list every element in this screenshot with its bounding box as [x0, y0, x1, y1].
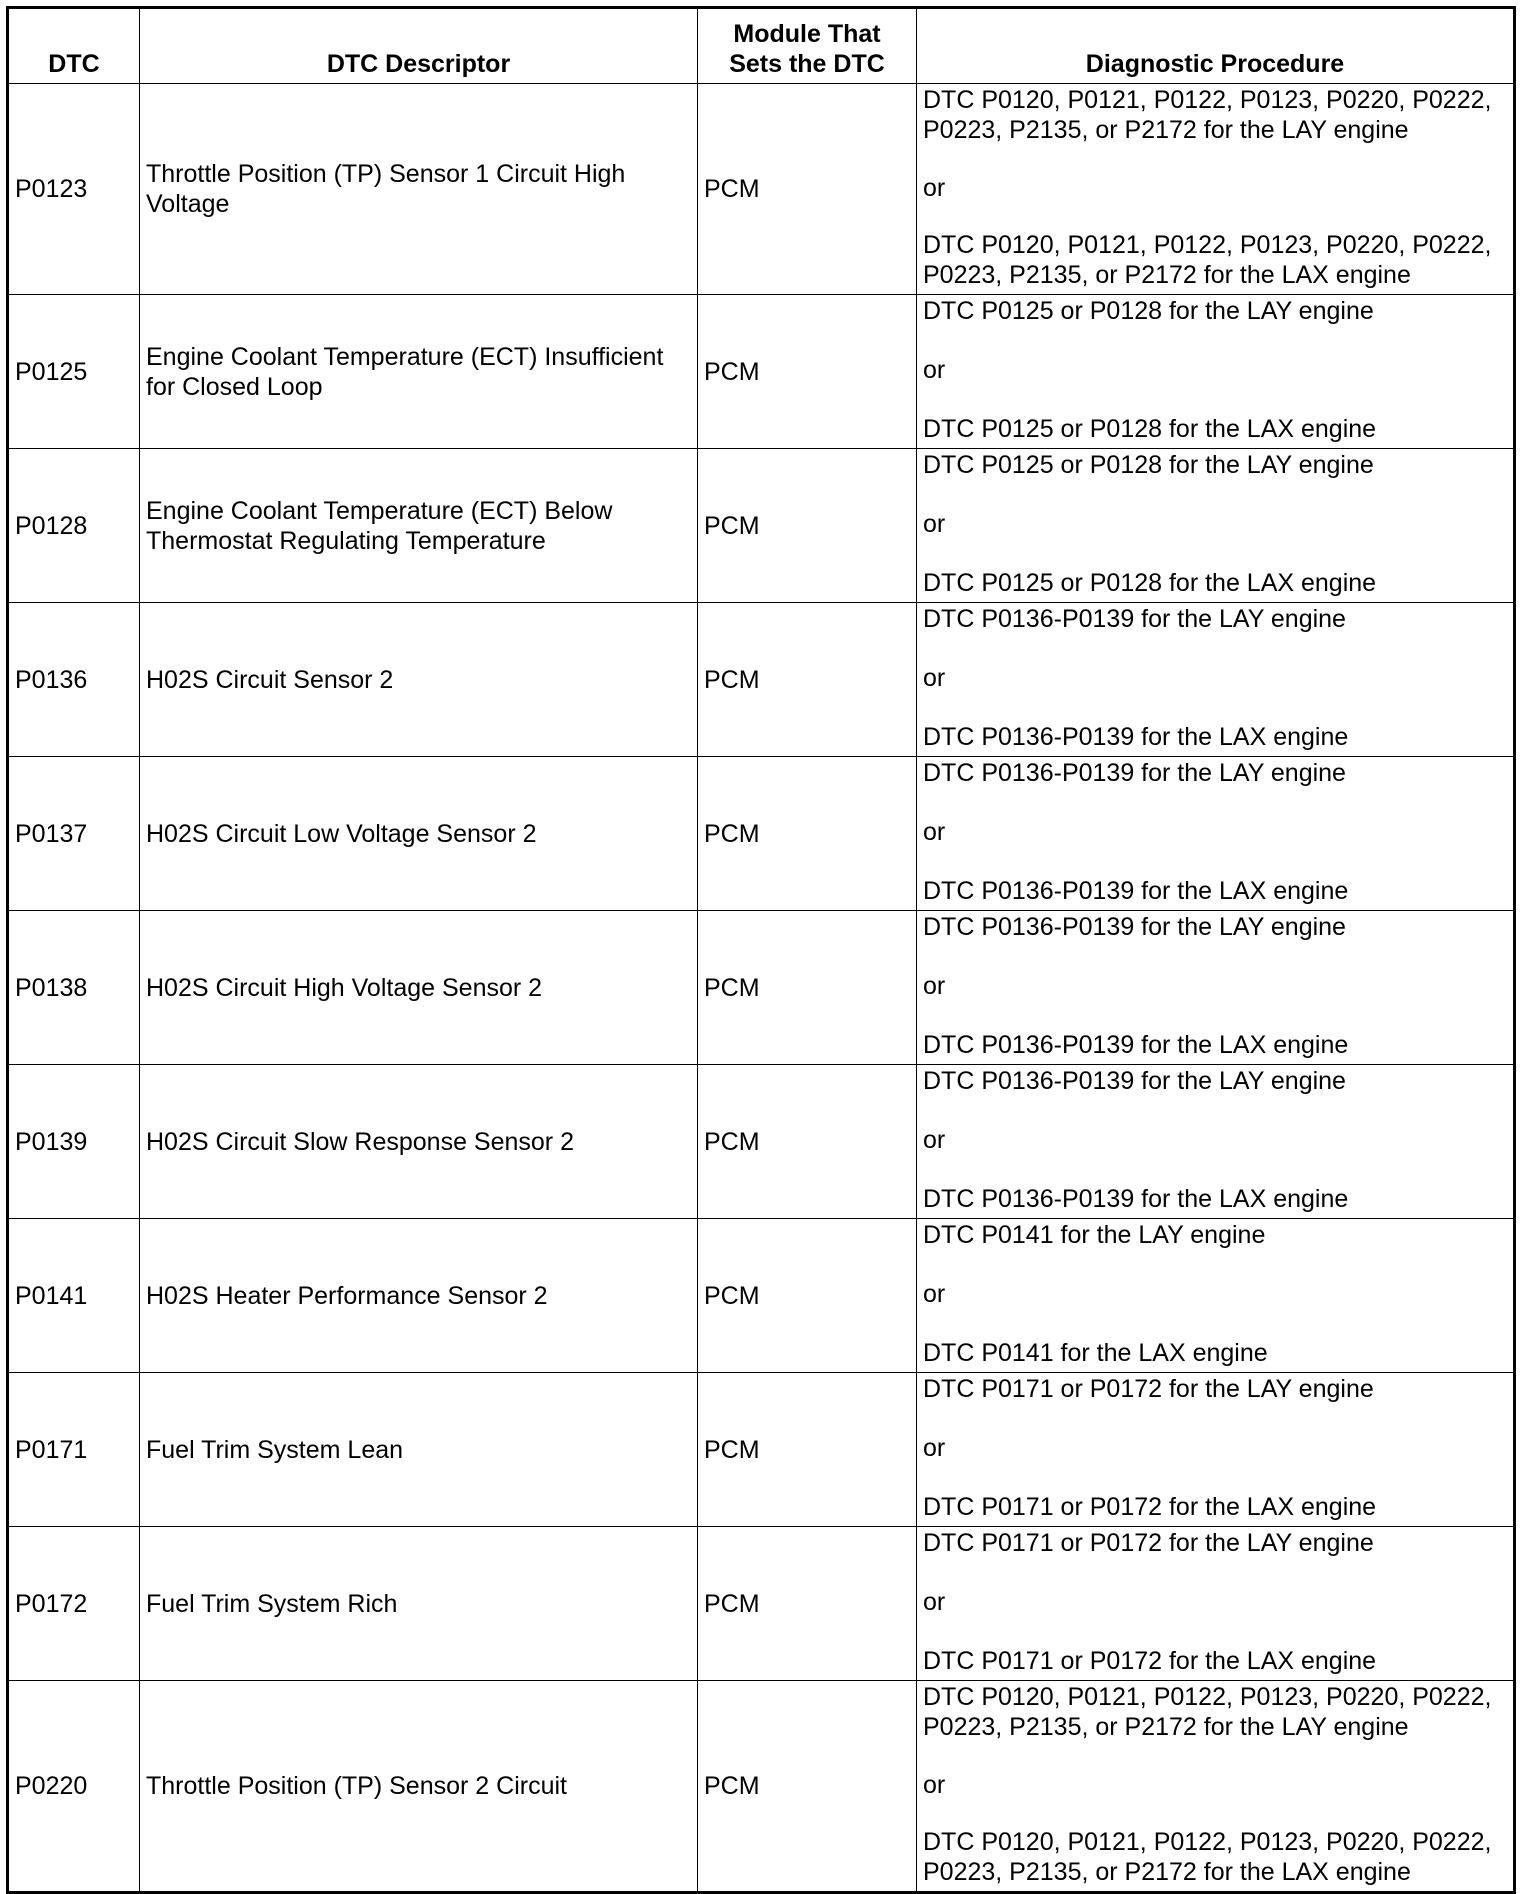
dtc-descriptor: H02S Circuit Slow Response Sensor 2 — [140, 1065, 698, 1219]
procedure-lax[interactable]: DTC P0120, P0121, P0122, P0123, P0220, P0222, P0223, P2135, or P2172 for the LAX engine — [923, 231, 1492, 289]
dtc-code: P0138 — [8, 911, 140, 1065]
dtc-descriptor: H02S Circuit Sensor 2 — [140, 603, 698, 757]
module-name: PCM — [698, 1527, 917, 1681]
dtc-code: P0137 — [8, 757, 140, 911]
procedure-or: or — [923, 1588, 946, 1616]
procedure-or: or — [923, 818, 946, 846]
procedure-or: or — [923, 664, 946, 692]
procedure-lay[interactable]: DTC P0171 or P0172 for the LAY engine — [923, 1529, 1374, 1557]
diagnostic-procedure — [917, 84, 1515, 295]
dtc-descriptor: Engine Coolant Temperature (ECT) Below Thermostat Regulating Temperature — [140, 449, 698, 603]
module-name: PCM — [698, 1681, 917, 1893]
module-name: PCM — [698, 911, 917, 1065]
procedure-lax[interactable]: DTC P0136-P0139 for the LAX engine — [923, 1031, 1349, 1059]
header-dtc-descriptor: DTC Descriptor — [140, 8, 698, 84]
header-module: Module That Sets the DTC — [698, 8, 917, 84]
diagnostic-procedure — [917, 603, 1515, 757]
procedure-lax[interactable]: DTC P0171 or P0172 for the LAX engine — [923, 1647, 1377, 1675]
table-row — [8, 84, 1515, 295]
diagnostic-procedure — [917, 449, 1515, 603]
dtc-descriptor: Fuel Trim System Rich — [140, 1527, 698, 1681]
table-row — [8, 1527, 1515, 1681]
table-row — [8, 603, 1515, 757]
table-row — [8, 1065, 1515, 1219]
procedure-lay[interactable]: DTC P0136-P0139 for the LAY engine — [923, 1067, 1346, 1095]
procedure-lax[interactable]: DTC P0171 or P0172 for the LAX engine — [923, 1493, 1377, 1521]
table-row — [8, 1373, 1515, 1527]
procedure-or: or — [923, 972, 946, 1000]
procedure-lax[interactable]: DTC P0125 or P0128 for the LAX engine — [923, 415, 1377, 443]
diagnostic-procedure — [917, 1527, 1515, 1681]
module-name: PCM — [698, 757, 917, 911]
diagnostic-procedure — [917, 295, 1515, 449]
dtc-code: P0123 — [8, 84, 140, 295]
dtc-descriptor: H02S Heater Performance Sensor 2 — [140, 1219, 698, 1373]
dtc-code: P0139 — [8, 1065, 140, 1219]
table-row — [8, 911, 1515, 1065]
diagnostic-procedure — [917, 757, 1515, 911]
dtc-code: P0128 — [8, 449, 140, 603]
table-header-row — [8, 8, 1515, 84]
procedure-lax[interactable]: DTC P0120, P0121, P0122, P0123, P0220, P0222, P0223, P2135, or P2172 for the LAX engine — [923, 1828, 1492, 1886]
procedure-or: or — [923, 356, 946, 384]
table-row — [8, 449, 1515, 603]
dtc-code: P0136 — [8, 603, 140, 757]
procedure-lay[interactable]: DTC P0136-P0139 for the LAY engine — [923, 759, 1346, 787]
dtc-code: P0220 — [8, 1681, 140, 1893]
procedure-lay[interactable]: DTC P0136-P0139 for the LAY engine — [923, 913, 1346, 941]
table-row — [8, 295, 1515, 449]
dtc-table — [6, 6, 1516, 1894]
dtc-code: P0125 — [8, 295, 140, 449]
diagnostic-procedure — [917, 1219, 1515, 1373]
procedure-lay[interactable]: DTC P0141 for the LAY engine — [923, 1221, 1266, 1249]
table-row — [8, 1681, 1515, 1893]
header-diagnostic-procedure: Diagnostic Procedure — [917, 8, 1515, 84]
diagnostic-procedure — [917, 1065, 1515, 1219]
module-name: PCM — [698, 603, 917, 757]
procedure-lay[interactable]: DTC P0120, P0121, P0122, P0123, P0220, P0222, P0223, P2135, or P2172 for the LAY engine — [923, 86, 1492, 144]
header-dtc: DTC — [8, 8, 140, 84]
procedure-or: or — [923, 1434, 946, 1462]
procedure-lay[interactable]: DTC P0171 or P0172 for the LAY engine — [923, 1375, 1374, 1403]
procedure-lay[interactable]: DTC P0120, P0121, P0122, P0123, P0220, P0222, P0223, P2135, or P2172 for the LAY engine — [923, 1683, 1492, 1741]
module-name: PCM — [698, 1065, 917, 1219]
module-name: PCM — [698, 295, 917, 449]
dtc-descriptor: Throttle Position (TP) Sensor 1 Circuit High Voltage — [140, 84, 698, 295]
dtc-code: P0141 — [8, 1219, 140, 1373]
module-name: PCM — [698, 449, 917, 603]
procedure-lax[interactable]: DTC P0136-P0139 for the LAX engine — [923, 723, 1349, 751]
procedure-or: or — [923, 1126, 946, 1154]
procedure-lax[interactable]: DTC P0136-P0139 for the LAX engine — [923, 877, 1349, 905]
module-name: PCM — [698, 84, 917, 295]
dtc-code: P0172 — [8, 1527, 140, 1681]
dtc-code: P0171 — [8, 1373, 140, 1527]
table-row — [8, 757, 1515, 911]
procedure-lay[interactable]: DTC P0125 or P0128 for the LAY engine — [923, 297, 1374, 325]
procedure-lay[interactable]: DTC P0125 or P0128 for the LAY engine — [923, 451, 1374, 479]
diagnostic-procedure — [917, 1373, 1515, 1527]
dtc-descriptor: H02S Circuit Low Voltage Sensor 2 — [140, 757, 698, 911]
dtc-descriptor: Fuel Trim System Lean — [140, 1373, 698, 1527]
procedure-lax[interactable]: DTC P0125 or P0128 for the LAX engine — [923, 569, 1377, 597]
procedure-or: or — [923, 173, 946, 202]
procedure-lax[interactable]: DTC P0141 for the LAX engine — [923, 1339, 1268, 1367]
procedure-lax[interactable]: DTC P0136-P0139 for the LAX engine — [923, 1185, 1349, 1213]
procedure-lay[interactable]: DTC P0136-P0139 for the LAY engine — [923, 605, 1346, 633]
procedure-or: or — [923, 510, 946, 538]
dtc-descriptor: H02S Circuit High Voltage Sensor 2 — [140, 911, 698, 1065]
module-name: PCM — [698, 1219, 917, 1373]
table-row — [8, 1219, 1515, 1373]
module-name: PCM — [698, 1373, 917, 1527]
diagnostic-procedure — [917, 911, 1515, 1065]
procedure-or: or — [923, 1280, 946, 1308]
diagnostic-procedure — [917, 1681, 1515, 1893]
dtc-descriptor: Throttle Position (TP) Sensor 2 Circuit — [140, 1681, 698, 1893]
dtc-descriptor: Engine Coolant Temperature (ECT) Insufficient for Closed Loop — [140, 295, 698, 449]
procedure-or: or — [923, 1770, 946, 1799]
